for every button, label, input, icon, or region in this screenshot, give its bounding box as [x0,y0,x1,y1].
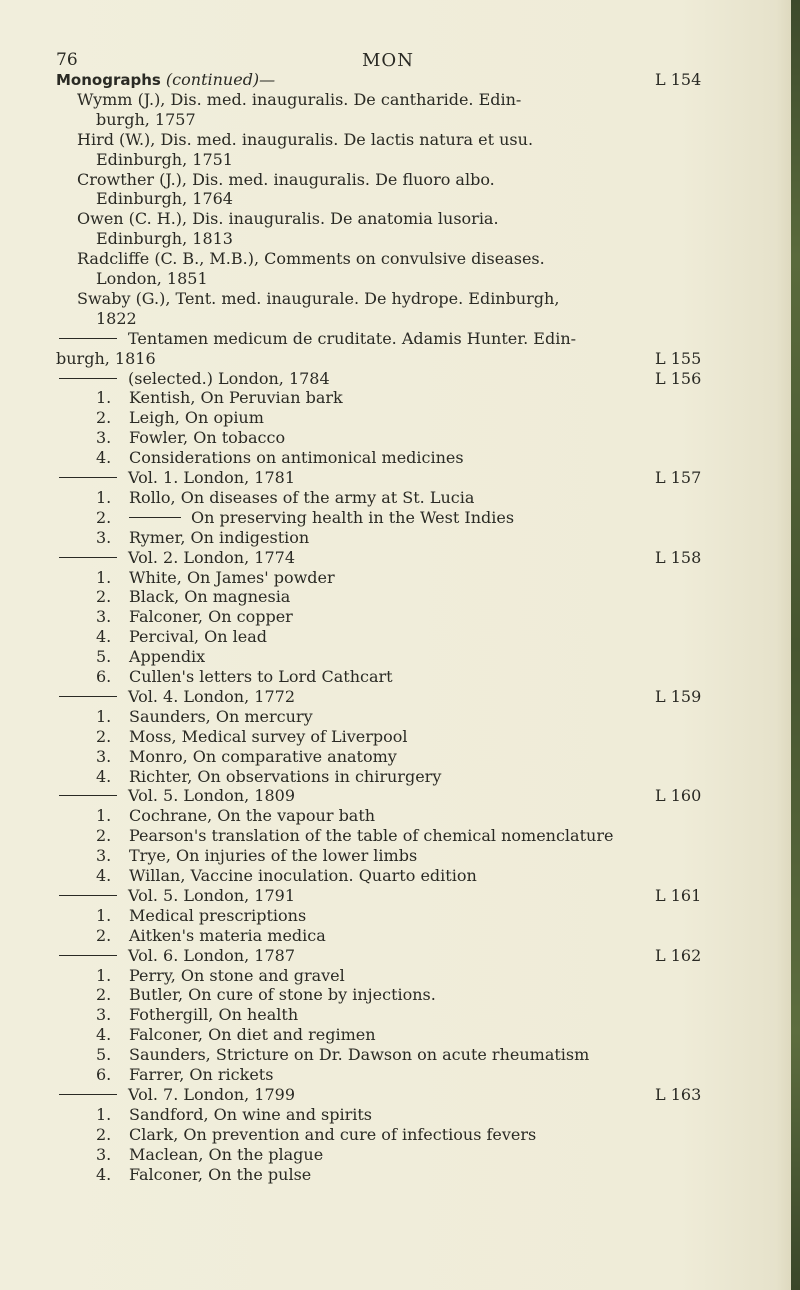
item-number: 4. [96,1025,112,1045]
list-item [129,846,417,866]
list-item [129,1045,589,1065]
list-item [129,906,306,926]
item-text: White, On James' powder [129,567,335,587]
volume-heading [59,468,295,488]
item-number: 1. [96,567,112,587]
volume-title: Vol. 1. London, 1781 [128,468,295,487]
item-number: 2. [96,1124,112,1144]
ditto-rule [59,895,117,896]
item-number: 4. [96,866,112,885]
item-text: Perry, On stone and gravel [129,965,345,985]
entry-line: London, 1851 [96,269,208,288]
item-number: 3. [96,607,112,627]
item-number: 5. [96,1045,112,1065]
tentamen-entry [59,329,576,349]
list-item [129,985,436,1005]
list-item [129,707,313,727]
list-item [129,866,477,886]
entry-line: Edinburgh, 1764 [96,189,233,209]
item-number: 3. [96,527,112,547]
item-number: 1. [96,706,112,726]
item-text: Appendix [129,647,206,667]
item-number: 1. [96,388,112,408]
list-item [129,1125,536,1145]
shelf-reference: L 159 [655,686,702,706]
item-number: 5. [96,647,112,667]
item-number: 1. [96,965,112,985]
item-number: 1. [96,905,112,925]
item-number: 6. [96,1065,112,1084]
volume-heading [59,946,295,966]
list-item [129,1005,298,1025]
list-item [129,1065,273,1085]
page-edge [791,0,800,1290]
item-number: 2. [96,826,112,846]
item-text: Clark, On prevention and cure of infectious fevers [129,1124,537,1144]
item-number: 3. [96,1005,112,1025]
volume-title: Vol. 7. London, 1799 [128,1084,295,1104]
item-text: On preserving health in the West Indies [191,507,515,527]
list-item [129,587,290,607]
list-item [129,408,264,428]
entry-line: Crowther (J.), Dis. med. inauguralis. De fluoro albo. [77,169,495,189]
shelf-reference: L 163 [655,1084,702,1104]
list-item [129,767,441,787]
item-number: 2. [96,507,112,527]
section-heading [56,70,275,90]
item-number: 4. [96,1164,112,1184]
item-number: 1. [96,1104,112,1124]
volume-heading [59,687,295,707]
entry-line: Edinburgh, 1813 [96,229,233,249]
shelf-reference: L 161 [655,885,702,905]
ditto-rule [59,696,117,697]
shelf-reference: L 160 [655,786,702,806]
item-text: Medical prescriptions [129,905,307,925]
item-number: 3. [96,428,112,448]
volume-heading [59,786,295,806]
item-number: 2. [96,587,112,607]
item-number: 1. [96,487,112,507]
entry-line: Wymm (J.), Dis. med. inauguralis. De cantharide. Edin- [77,89,522,109]
list-item [129,826,613,846]
list-item [129,488,474,508]
item-text: Kentish, On Peruvian bark [129,388,343,408]
item-number: 2. [96,925,112,945]
page-number: 76 [56,50,78,70]
item-number: 4. [96,766,112,786]
item-text: Farrer, On rickets [129,1065,274,1084]
item-text: Fothergill, On health [129,1005,299,1025]
volume-heading [59,886,295,906]
item-number: 1. [96,806,112,826]
item-text: Aitken's materia medica [129,925,326,945]
entry-text: Tentamen medicum de cruditate. Adamis Hunter. Edin- [128,328,577,348]
shelf-reference: L 157 [655,468,702,487]
running-head: MON [362,50,414,71]
entry-line: Hird (W.), Dis. med. inauguralis. De lactis natura et usu. [77,129,534,149]
list-item [129,747,397,767]
shelf-reference: L 156 [655,368,702,388]
shelf-reference: L 162 [655,945,702,965]
item-text: Trye, On injuries of the lower limbs [129,846,418,866]
entry-line: Swaby (G.), Tent. med. inaugurale. De hydrope. Edinburgh, [77,288,560,308]
item-number: 3. [96,846,112,866]
item-text: Percival, On lead [129,627,267,647]
item-text: Richter, On observations in chirurgery [129,766,442,786]
shelf-reference: L 154 [655,70,702,89]
section-title: Monographs [56,71,161,89]
item-number: 6. [96,667,112,686]
list-item [129,528,309,548]
list-item [129,667,393,687]
volume-title: (selected.) London, 1784 [128,368,330,388]
list-item [129,1165,311,1185]
volume-heading [59,369,330,389]
entry-line: burgh, 1757 [96,109,196,129]
list-item [129,966,345,986]
item-text: Sandford, On wine and spirits [129,1104,372,1124]
list-item [129,508,514,528]
list-item [129,647,205,667]
volume-title: Vol. 5. London, 1809 [128,786,295,806]
item-text: Saunders, On mercury [129,706,313,726]
item-text: Rollo, On diseases of the army at St. Lucia [129,487,475,507]
item-text: Maclean, On the plague [129,1144,324,1164]
list-item [129,448,464,468]
item-text: Monro, On comparative anatomy [129,746,397,766]
list-item [129,1025,376,1045]
item-text: Pearson's translation of the table of chemical nomenclature [129,826,614,846]
item-text: Rymer, On indigestion [129,527,310,547]
item-text: Moss, Medical survey of Liverpool [129,726,408,746]
item-text: Falconer, On copper [129,607,293,627]
item-text: Cullen's letters to Lord Cathcart [129,667,393,686]
entry-line: 1822 [96,308,137,328]
item-text: Falconer, On diet and regimen [129,1025,376,1045]
entry-line: Edinburgh, 1751 [96,149,233,169]
ditto-rule [59,795,117,796]
ditto-rule [59,1094,117,1095]
volume-title: Vol. 2. London, 1774 [128,547,295,567]
item-number: 3. [96,1144,112,1164]
item-text: Leigh, On opium [129,408,264,428]
ditto-rule [59,338,117,339]
item-text: Saunders, Stricture on Dr. Dawson on acute rheumatism [129,1045,590,1065]
entry-line: Owen (C. H.), Dis. inauguralis. De anatomia lusoria. [77,209,499,229]
continued-label: (continued)— [165,70,276,89]
shelf-reference: L 158 [655,547,702,567]
item-text: Willan, Vaccine inoculation. Quarto edition [129,866,477,885]
ditto-rule [59,557,117,558]
list-item [129,627,267,647]
item-number: 2. [96,408,112,428]
list-item [129,568,335,588]
list-item [129,388,343,408]
list-item [129,1145,323,1165]
entry-line: burgh, 1816 [56,348,156,368]
entry-line: Radcliffe (C. B., M.B.), Comments on convulsive diseases. [77,249,545,269]
volume-heading [59,548,295,568]
volume-title: Vol. 4. London, 1772 [128,686,295,706]
item-text: Black, On magnesia [129,587,291,607]
list-item [129,727,407,747]
ditto-rule [59,955,117,956]
list-item [129,1105,372,1125]
item-text: Fowler, On tobacco [129,428,286,448]
volume-heading [59,1085,295,1105]
list-item [129,926,326,946]
item-number: 4. [96,627,112,647]
item-text: Considerations on antimonical medicines [129,448,464,468]
item-number: 3. [96,746,112,766]
list-item [129,806,375,826]
item-number: 2. [96,985,112,1005]
list-item [129,428,285,448]
list-item [129,607,293,627]
volume-title: Vol. 5. London, 1791 [128,885,295,905]
item-number: 4. [96,448,112,468]
ditto-rule [59,477,117,478]
volume-title: Vol. 6. London, 1787 [128,945,295,965]
shelf-reference: L 155 [655,348,702,368]
item-number: 2. [96,726,112,746]
item-text: Falconer, On the pulse [129,1164,312,1184]
item-text: Cochrane, On the vapour bath [129,806,376,826]
item-text: Butler, On cure of stone by injections. [129,985,436,1005]
ditto-rule [59,378,117,379]
ditto-rule [129,517,181,518]
